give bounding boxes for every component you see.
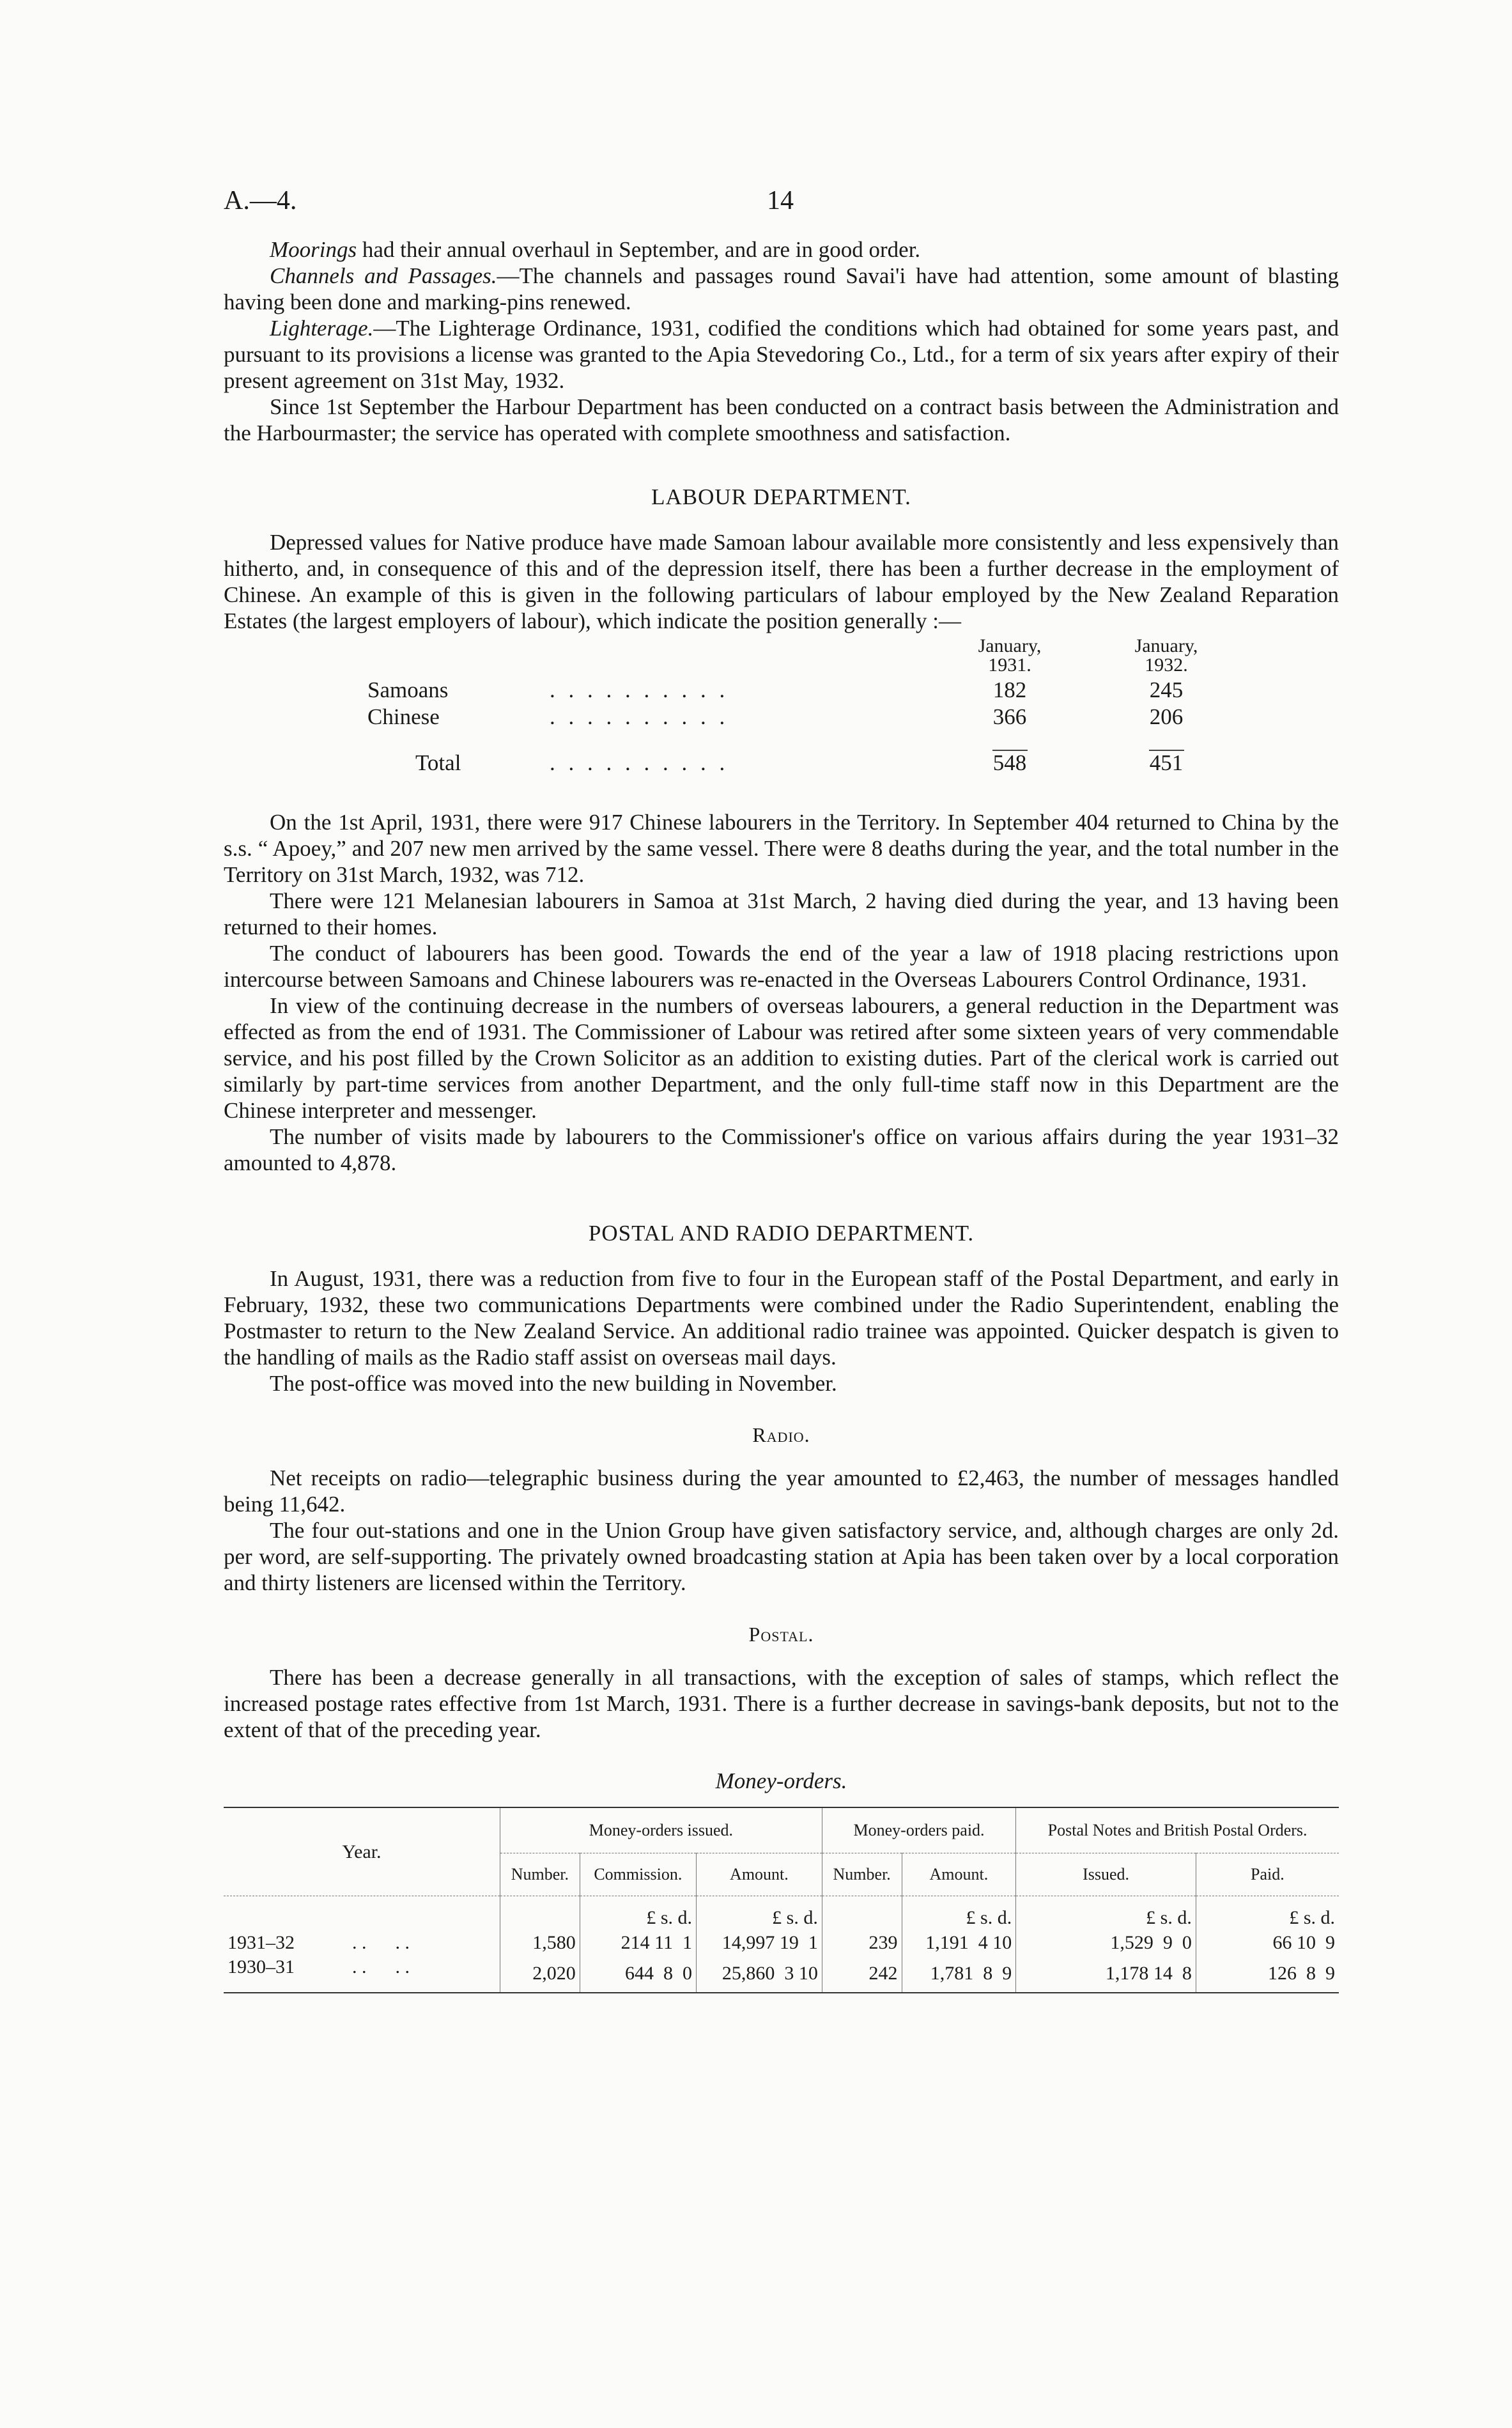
page	[224, 185, 1339, 1993]
radio-paragraph-receipts: Net receipts on radio—telegraphic business during the year amounted to £2,463, the number of messages handled being 11,642.	[224, 1465, 1339, 1517]
leader-dots: . . . . . . . . . .	[550, 750, 729, 775]
col-paid-number: Number.	[822, 1853, 902, 1896]
col-paid-amount: Amount.	[902, 1853, 1016, 1896]
cell-commission: 214 11 1	[580, 1931, 696, 1955]
radio-paragraph-stations: The four out-stations and one in the Union Group have given satisfactory service, and, although charges are only 2d. per word, are self-supporting. The privately owned broadcasting station at Apia has been taken over by a local corporation and thirty listeners are licensed within the Territory.	[224, 1518, 1339, 1595]
postal-heading: Postal.	[748, 1623, 814, 1646]
cell-paid-number: 242	[822, 1955, 902, 1993]
cell-pn-paid: 126 8 9	[1196, 1955, 1339, 1993]
moorings-paragraph	[224, 236, 1339, 263]
page-number: 14	[767, 186, 794, 215]
leader-dots: . . . .	[352, 1956, 410, 1977]
total-rule	[224, 731, 1339, 750]
cell-commission: 644 8 0	[580, 1955, 696, 1993]
cell-paid-number: 239	[822, 1931, 902, 1955]
cell-amount: 14,997 19 1	[697, 1931, 822, 1955]
labour-row-samoans	[224, 677, 1339, 704]
value-1931: 366	[992, 704, 1027, 729]
postal-radio-paragraph-building: The post-office was moved into the new building in November.	[270, 1371, 837, 1396]
channels-paragraph	[224, 263, 1339, 315]
postal-radio-heading: POSTAL AND RADIO DEPARTMENT.	[588, 1221, 975, 1246]
leader-dots: . . . . . . . . . .	[550, 677, 729, 702]
col-group-issued: Money-orders issued.	[500, 1807, 822, 1853]
cell-pn-issued: 1,178 14 8	[1016, 1955, 1196, 1993]
lsd-label: £ s. d.	[902, 1896, 1016, 1931]
col-january-1932: January, 1932.	[1134, 635, 1198, 676]
labour-paragraph-reduction: In view of the continuing decrease in the numbers of overseas labourers, a general reduction in the Department was effected as from the end of 1931. The Commissioner of Labour was retired after some sixteen years of very commendable service, and his post filled by the Crown Solicitor as an addition to existing duties. Part of the clerical work is carried out similarly by part-time services from another Department, and the only full-time staff now in this Department are the Chinese interpreter and messenger.	[224, 993, 1339, 1123]
money-orders-table	[224, 1807, 1339, 1993]
document-reference: A.—4.	[224, 186, 297, 215]
labour-heading: LABOUR DEPARTMENT.	[651, 484, 911, 509]
cell-number: 2,020	[500, 1955, 580, 1993]
table-row	[224, 1931, 1339, 1955]
labour-table-header	[224, 637, 1339, 677]
currency-units-row	[224, 1896, 1339, 1931]
row-label: Samoans	[367, 677, 449, 702]
row-year: 1930–31	[228, 1956, 295, 1977]
col-year: Year.	[224, 1807, 500, 1896]
cell-paid-amount: 1,191 4 10	[902, 1931, 1016, 1955]
total-1931: 548	[992, 750, 1027, 775]
labour-row-chinese	[224, 704, 1339, 731]
page-header	[224, 185, 1339, 236]
radio-heading: Radio.	[752, 1423, 810, 1446]
col-group-postal-notes: Postal Notes and British Postal Orders.	[1016, 1807, 1339, 1853]
col-pn-issued: Issued.	[1016, 1853, 1196, 1896]
value-1932: 206	[1149, 704, 1184, 729]
row-year: 1931–32	[228, 1932, 295, 1953]
col-group-paid: Money-orders paid.	[822, 1807, 1015, 1853]
lsd-label: £ s. d.	[1016, 1896, 1196, 1931]
table-row	[224, 1955, 1339, 1993]
channels-lead: Channels and Passages.	[270, 263, 497, 288]
channels-text: —The channels and passages round Savai'i have had attention, some amount of blasting having been done and marking-pins renewed.	[224, 263, 1339, 314]
row-label: Chinese	[367, 704, 440, 729]
lsd-label: £ s. d.	[1196, 1896, 1339, 1931]
labour-paragraph-visits: The number of visits made by labourers to the Commissioner's office on various affairs during the year 1931–32 amounted to 4,878.	[224, 1124, 1339, 1175]
lighterage-lead: Lighterage.	[270, 316, 374, 341]
moorings-text: had their annual overhaul in September, and are in good order.	[357, 237, 921, 262]
lsd-label: £ s. d.	[580, 1896, 696, 1931]
labour-paragraph-chinese: On the 1st April, 1931, there were 917 Chinese labourers in the Territory. In September 404 returned to China by the s.s. “ Apoey,” and 207 new men arrived by the same vessel. There were 8 deaths during the year, and the total number in the Territory on 31st March, 1932, was 712.	[224, 810, 1339, 887]
money-orders-title: Money-orders.	[715, 1768, 847, 1793]
labour-intro-paragraph: Depressed values for Native produce have made Samoan labour available more consistently and less expensively than hitherto, and, in consequence of this and of the depression itself, there has been a further decrease in the employment of Chinese. An example of this is given in the following particulars of labour employed by the New Zealand Reparation Estates (the largest employers of labour), which indicate the position generally :—	[224, 530, 1339, 633]
col-commission: Commission.	[580, 1853, 696, 1896]
labour-table	[224, 637, 1339, 777]
col-number: Number.	[500, 1853, 580, 1896]
moorings-lead: Moorings	[270, 237, 357, 262]
cell-pn-issued: 1,529 9 0	[1016, 1931, 1196, 1955]
cell-amount: 25,860 3 10	[697, 1955, 822, 1993]
lsd-label: £ s. d.	[697, 1896, 822, 1931]
postal-paragraph: There has been a decrease generally in all transactions, with the exception of sales of stamps, which reflect the increased postage rates effective from 1st March, 1931. There is a further decrease in savings-bank deposits, but not to the extent of that of the preceding year.	[224, 1665, 1339, 1742]
postal-radio-paragraph-staff: In August, 1931, there was a reduction from five to four in the European staff of the Postal Department, and early in February, 1932, these two communications Departments were combined under the Radio Superintendent, enabling the Postmaster to return to the New Zealand Service. An additional radio trainee was appointed. Quicker despatch is given to the handling of mails as the Radio staff assist on overseas mail days.	[224, 1266, 1339, 1370]
col-amount: Amount.	[697, 1853, 822, 1896]
labour-row-total	[224, 750, 1339, 777]
total-1932: 451	[1149, 750, 1184, 775]
labour-paragraph-melanesian: There were 121 Melanesian labourers in Samoa at 31st March, 2 having died during the year, and 13 having been returned to their homes.	[224, 888, 1339, 939]
leader-dots: . . . . . . . . . .	[550, 704, 729, 729]
value-1932: 245	[1149, 677, 1184, 702]
col-pn-paid: Paid.	[1196, 1853, 1339, 1896]
labour-paragraph-conduct: The conduct of labourers has been good. Towards the end of the year a law of 1918 placing restrictions upon intercourse between Samoans and Chinese labourers was re-enacted in the Overseas Labourers Control Ordinance, 1931.	[224, 941, 1339, 992]
value-1931: 182	[992, 677, 1027, 702]
total-label: Total	[415, 750, 461, 775]
cell-pn-paid: 66 10 9	[1196, 1931, 1339, 1955]
leader-dots: . . . .	[352, 1932, 410, 1953]
harbour-contract-paragraph: Since 1st September the Harbour Department has been conducted on a contract basis between the Administration and the Harbourmaster; the service has operated with complete smoothness and satisfaction.	[224, 394, 1339, 445]
cell-number: 1,580	[500, 1931, 580, 1955]
cell-paid-amount: 1,781 8 9	[902, 1955, 1016, 1993]
col-january-1931: January, 1931.	[978, 635, 1042, 676]
lighterage-text: —The Lighterage Ordinance, 1931, codified the conditions which had obtained for some years past, and pursuant to its provisions a license was granted to the Apia Stevedoring Co., Ltd., for a term of six years after expiry of their present agreement on 31st May, 1932.	[224, 316, 1339, 393]
lighterage-paragraph	[224, 315, 1339, 394]
